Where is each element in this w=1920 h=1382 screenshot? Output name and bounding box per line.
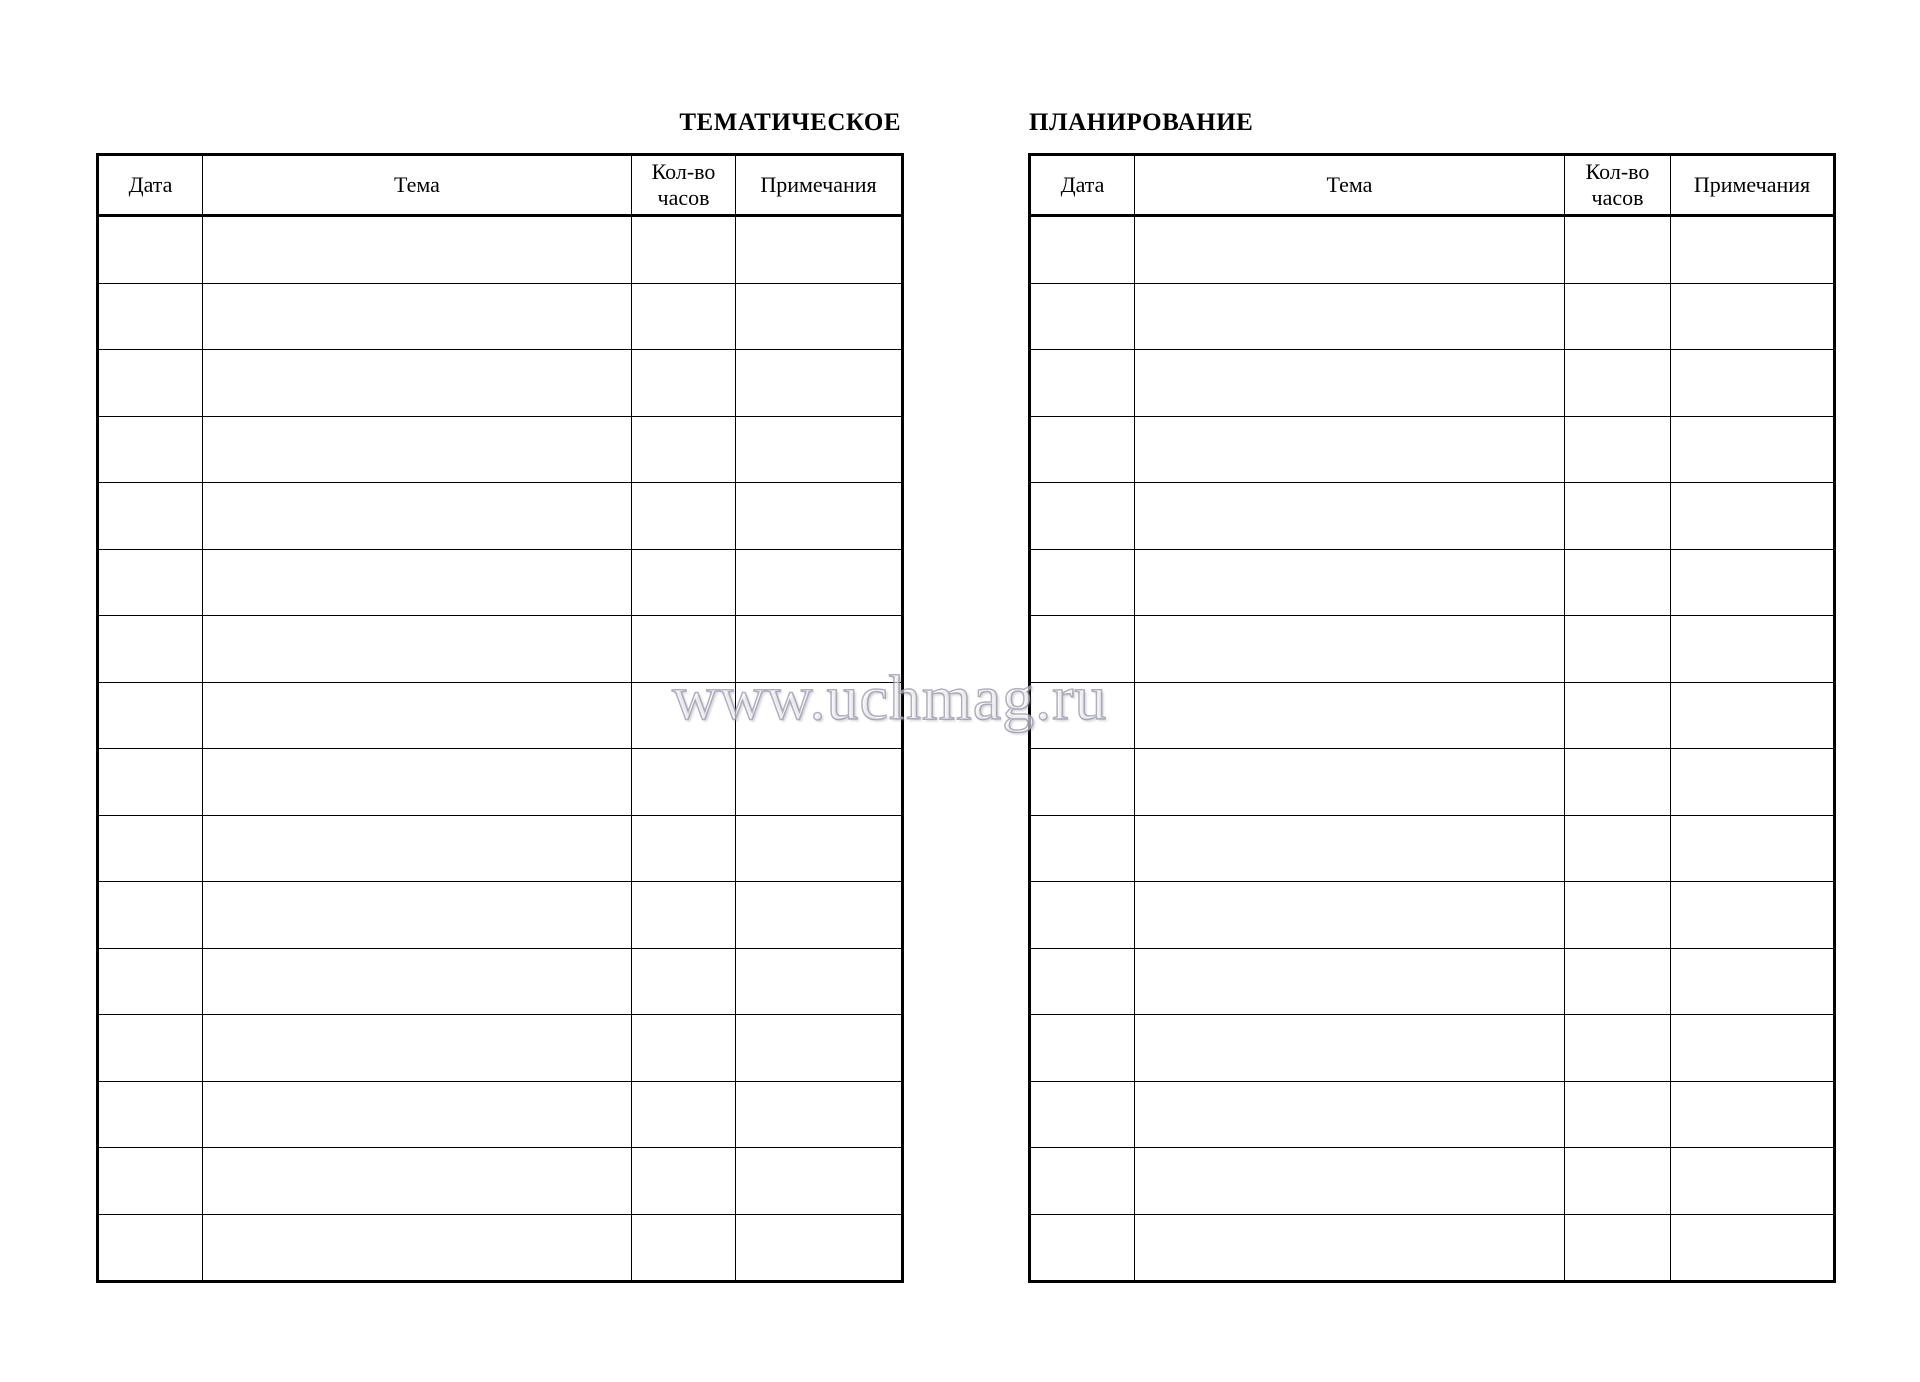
- hours-cell: [1565, 416, 1671, 483]
- date-cell: [1030, 616, 1135, 683]
- date-cell: [98, 616, 203, 683]
- hours-cell: [1565, 283, 1671, 350]
- table-row: [1030, 682, 1835, 749]
- table-row: [98, 1214, 903, 1282]
- topic-cell: [1135, 549, 1565, 616]
- topic-cell: [203, 749, 632, 816]
- topic-cell: [1135, 483, 1565, 550]
- date-cell: [98, 283, 203, 350]
- hours-cell: [632, 216, 736, 284]
- notes-cell: [736, 815, 903, 882]
- column-header-hours: [1565, 155, 1671, 216]
- notes-cell: [1671, 549, 1835, 616]
- notes-cell: [736, 1148, 903, 1215]
- date-cell: [98, 350, 203, 417]
- hours-cell: [632, 549, 736, 616]
- notes-cell: [736, 616, 903, 683]
- date-cell: [1030, 350, 1135, 417]
- notes-cell: [736, 1015, 903, 1082]
- notes-cell: [1671, 749, 1835, 816]
- topic-cell: [1135, 283, 1565, 350]
- hours-cell: [1565, 815, 1671, 882]
- date-cell: [1030, 1015, 1135, 1082]
- table-row: [1030, 616, 1835, 683]
- topic-cell: [203, 616, 632, 683]
- topic-cell: [1135, 350, 1565, 417]
- hours-cell: [1565, 350, 1671, 417]
- topic-cell: [1135, 682, 1565, 749]
- topic-cell: [1135, 948, 1565, 1015]
- notes-cell: [736, 948, 903, 1015]
- table-row: [98, 283, 903, 350]
- column-header-topic: Тема: [1135, 155, 1565, 216]
- hours-cell: [1565, 749, 1671, 816]
- date-cell: [98, 416, 203, 483]
- date-cell: [98, 549, 203, 616]
- date-cell: [98, 216, 203, 284]
- notes-cell: [1671, 1081, 1835, 1148]
- topic-cell: [1135, 1015, 1565, 1082]
- date-cell: [1030, 483, 1135, 550]
- date-cell: [1030, 682, 1135, 749]
- table-row: [1030, 1148, 1835, 1215]
- table-row: [1030, 416, 1835, 483]
- topic-cell: [203, 216, 632, 284]
- notes-cell: [1671, 416, 1835, 483]
- date-cell: [98, 1148, 203, 1215]
- date-cell: [98, 1081, 203, 1148]
- topic-cell: [203, 815, 632, 882]
- notes-cell: [1671, 216, 1835, 284]
- topic-cell: [1135, 1081, 1565, 1148]
- hours-cell: [632, 350, 736, 417]
- column-header-notes: Примечания: [736, 155, 903, 216]
- hours-cell: [1565, 616, 1671, 683]
- hours-cell: [632, 1015, 736, 1082]
- hours-label-line2: часов: [657, 185, 710, 210]
- notes-cell: [1671, 350, 1835, 417]
- hours-cell: [632, 616, 736, 683]
- table-row: [98, 416, 903, 483]
- hours-cell: [632, 882, 736, 949]
- table-row: [1030, 350, 1835, 417]
- watermark-text: www.uchmag.ru: [672, 662, 1108, 733]
- hours-cell: [632, 682, 736, 749]
- column-header-hours: [632, 155, 736, 216]
- hours-label-line1: Кол-во: [1585, 159, 1650, 184]
- hours-cell: [632, 815, 736, 882]
- notes-cell: [1671, 283, 1835, 350]
- table-header-row: [1030, 155, 1835, 216]
- topic-cell: [1135, 216, 1565, 284]
- topic-cell: [203, 1015, 632, 1082]
- notes-cell: [736, 882, 903, 949]
- hours-cell: [632, 1214, 736, 1282]
- hours-cell: [1565, 682, 1671, 749]
- date-cell: [98, 815, 203, 882]
- notes-cell: [736, 416, 903, 483]
- hours-cell: [1565, 549, 1671, 616]
- topic-cell: [1135, 1148, 1565, 1215]
- date-cell: [1030, 1148, 1135, 1215]
- date-cell: [1030, 1214, 1135, 1282]
- topic-cell: [203, 948, 632, 1015]
- planning-table-right: [1028, 153, 1836, 1283]
- table-row: [1030, 1081, 1835, 1148]
- table-row: [1030, 1015, 1835, 1082]
- column-header-topic: Тема: [203, 155, 632, 216]
- table-row: [1030, 749, 1835, 816]
- notes-cell: [1671, 616, 1835, 683]
- notes-cell: [1671, 1214, 1835, 1282]
- notes-cell: [736, 549, 903, 616]
- table-row: [98, 216, 903, 284]
- hours-cell: [632, 948, 736, 1015]
- table-row: [98, 350, 903, 417]
- notes-cell: [736, 216, 903, 284]
- date-cell: [1030, 549, 1135, 616]
- table-row: [1030, 1214, 1835, 1282]
- table-row: [1030, 815, 1835, 882]
- notes-cell: [736, 1214, 903, 1282]
- hours-cell: [632, 283, 736, 350]
- date-cell: [1030, 948, 1135, 1015]
- table-row: [98, 483, 903, 550]
- topic-cell: [203, 283, 632, 350]
- topic-cell: [1135, 416, 1565, 483]
- hours-cell: [632, 749, 736, 816]
- column-header-notes: Примечания: [1671, 155, 1835, 216]
- table-row: [1030, 283, 1835, 350]
- date-cell: [98, 1214, 203, 1282]
- date-cell: [98, 749, 203, 816]
- date-cell: [1030, 416, 1135, 483]
- table-row: [98, 682, 903, 749]
- notes-cell: [1671, 1148, 1835, 1215]
- date-cell: [1030, 216, 1135, 284]
- topic-cell: [203, 1214, 632, 1282]
- topic-cell: [203, 549, 632, 616]
- notes-cell: [736, 350, 903, 417]
- hours-label-line1: Кол-во: [651, 159, 716, 184]
- hours-cell: [1565, 882, 1671, 949]
- table-row: [98, 948, 903, 1015]
- table-row: [1030, 216, 1835, 284]
- date-cell: [1030, 1081, 1135, 1148]
- topic-cell: [203, 1081, 632, 1148]
- table-body-left: [98, 216, 903, 1282]
- hours-cell: [1565, 1015, 1671, 1082]
- table-row: [98, 1081, 903, 1148]
- hours-cell: [1565, 216, 1671, 284]
- hours-cell: [632, 416, 736, 483]
- notes-cell: [736, 749, 903, 816]
- topic-cell: [1135, 616, 1565, 683]
- notes-cell: [1671, 882, 1835, 949]
- notes-cell: [736, 682, 903, 749]
- table-row: [98, 1148, 903, 1215]
- heading-thematic: ТЕМАТИЧЕСКОЕ: [679, 109, 901, 136]
- hours-cell: [1565, 1214, 1671, 1282]
- table-row: [1030, 948, 1835, 1015]
- topic-cell: [203, 483, 632, 550]
- notes-cell: [1671, 815, 1835, 882]
- table-row: [1030, 549, 1835, 616]
- notes-cell: [1671, 483, 1835, 550]
- hours-cell: [1565, 948, 1671, 1015]
- table-header-row: [98, 155, 903, 216]
- date-cell: [98, 948, 203, 1015]
- topic-cell: [1135, 882, 1565, 949]
- date-cell: [1030, 749, 1135, 816]
- topic-cell: [203, 882, 632, 949]
- date-cell: [98, 882, 203, 949]
- column-header-date: Дата: [98, 155, 203, 216]
- topic-cell: [1135, 749, 1565, 816]
- hours-cell: [1565, 1081, 1671, 1148]
- table-row: [1030, 882, 1835, 949]
- heading-planning: ПЛАНИРОВАНИЕ: [1029, 109, 1254, 136]
- table-row: [98, 1015, 903, 1082]
- table-body-right: [1030, 216, 1835, 1282]
- notes-cell: [1671, 1015, 1835, 1082]
- table-row: [1030, 483, 1835, 550]
- table-row: [98, 549, 903, 616]
- notes-cell: [736, 283, 903, 350]
- date-cell: [98, 483, 203, 550]
- topic-cell: [203, 350, 632, 417]
- table-row: [98, 882, 903, 949]
- hours-label-line2: часов: [1591, 185, 1644, 210]
- topic-cell: [1135, 1214, 1565, 1282]
- hours-cell: [632, 1081, 736, 1148]
- column-header-date: Дата: [1030, 155, 1135, 216]
- date-cell: [98, 1015, 203, 1082]
- table-row: [98, 815, 903, 882]
- notes-cell: [736, 483, 903, 550]
- notes-cell: [1671, 948, 1835, 1015]
- topic-cell: [203, 416, 632, 483]
- notes-cell: [736, 1081, 903, 1148]
- topic-cell: [203, 682, 632, 749]
- hours-cell: [1565, 483, 1671, 550]
- hours-cell: [1565, 1148, 1671, 1215]
- date-cell: [98, 682, 203, 749]
- date-cell: [1030, 283, 1135, 350]
- hours-cell: [632, 1148, 736, 1215]
- date-cell: [1030, 882, 1135, 949]
- date-cell: [1030, 815, 1135, 882]
- table-row: [98, 749, 903, 816]
- notes-cell: [1671, 682, 1835, 749]
- hours-cell: [632, 483, 736, 550]
- topic-cell: [1135, 815, 1565, 882]
- topic-cell: [203, 1148, 632, 1215]
- table-row: [98, 616, 903, 683]
- planning-table-left: [96, 153, 904, 1283]
